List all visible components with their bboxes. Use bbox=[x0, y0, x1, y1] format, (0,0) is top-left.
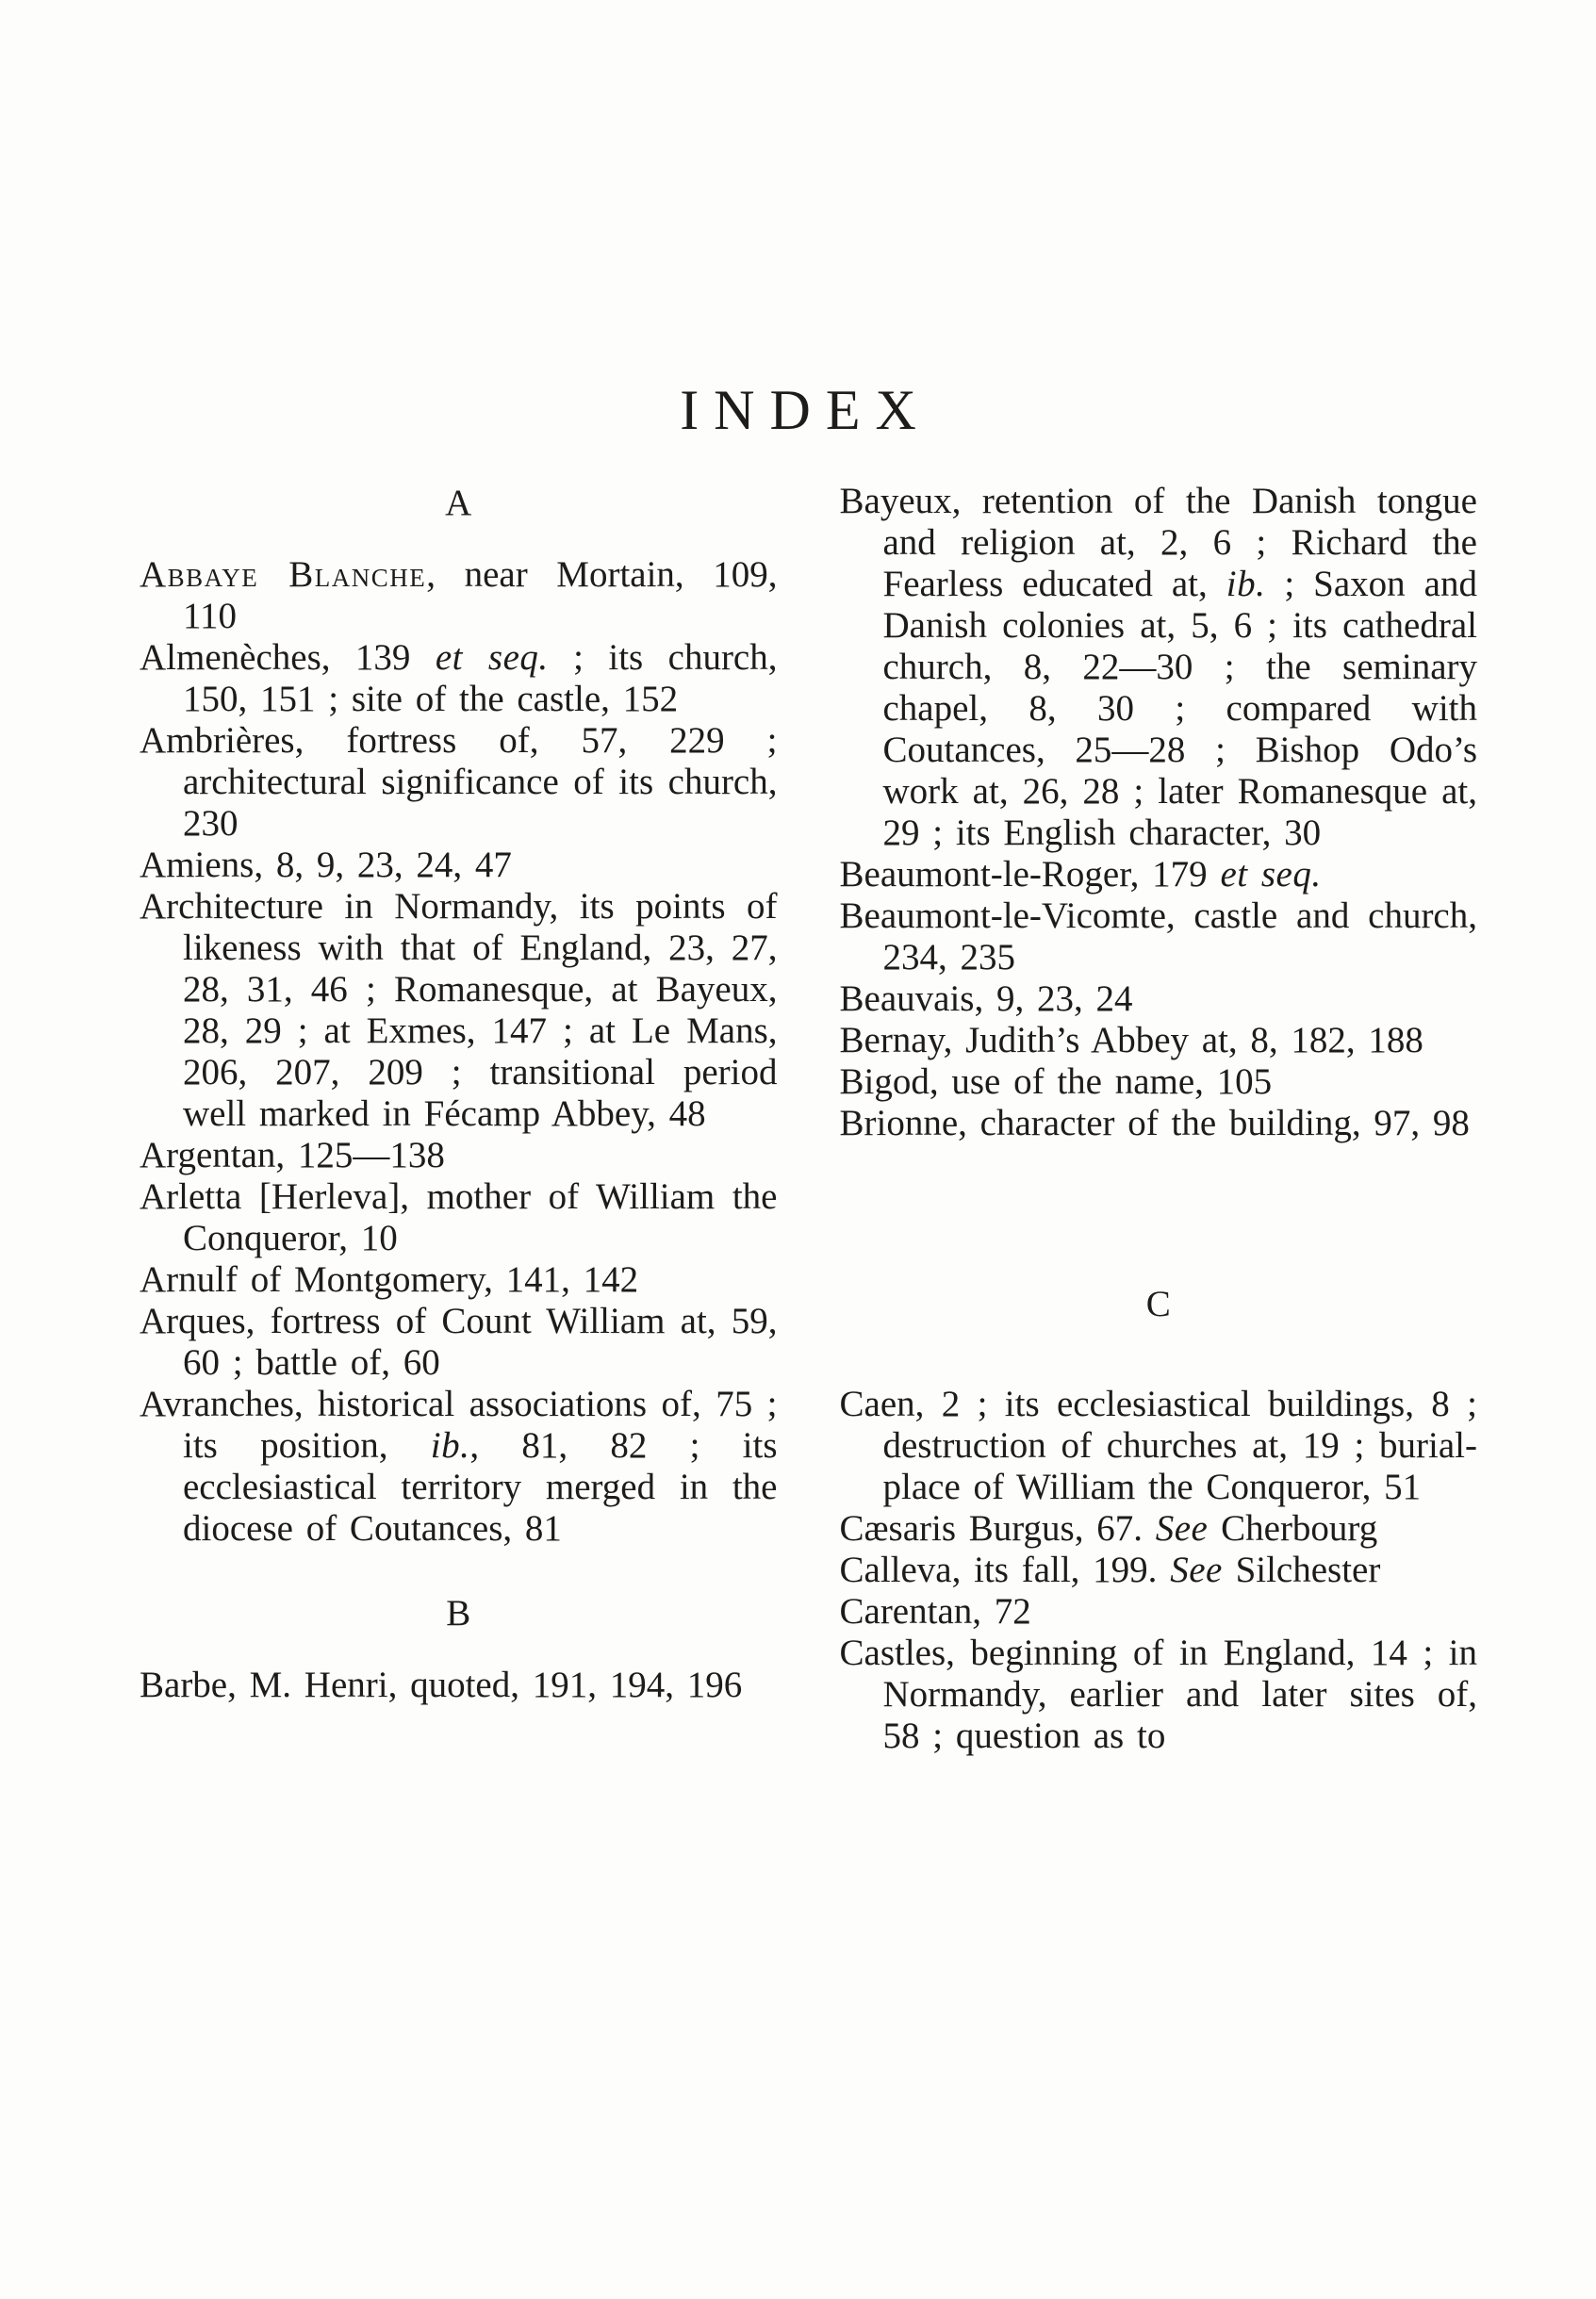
index-entry: Arques, fortress of Count William at, 59, 60 ; battle of, 60 bbox=[140, 1301, 778, 1383]
index-entry: Arletta [Herleva], mother of William the Conqueror, 10 bbox=[140, 1176, 778, 1258]
index-entry: Beaumont-le-Roger, 179 et seq. bbox=[839, 854, 1322, 895]
index-entry: Amiens, 8, 9, 23, 24, 47 bbox=[140, 845, 512, 885]
index-entry: Caen, 2 ; its ecclesiastical buildings, 8 ; destruction of churches at, 19 ; burial-place of William the Conqueror, 51 bbox=[839, 1384, 1477, 1507]
index-entry: Arnulf of Montgomery, 141, 142 bbox=[140, 1259, 639, 1300]
index-entry: Barbe, M. Henri, quoted, 191, 194, 196 bbox=[140, 1665, 743, 1705]
index-columns bbox=[0, 443, 1596, 1757]
index-section bbox=[840, 1284, 1478, 1757]
left-column bbox=[140, 481, 778, 1757]
section-heading: A bbox=[445, 483, 472, 523]
index-entry: Castles, beginning of in England, 14 ; in Normandy, earlier and later sites of, 58 ; question as to bbox=[839, 1633, 1477, 1756]
index-entry: Brionne, character of the building, 97, 98 bbox=[839, 1103, 1470, 1143]
index-entry: Argentan, 125—138 bbox=[140, 1135, 445, 1175]
index-entry: Abbaye Blanche, near Mortain, 109, 110 bbox=[140, 554, 778, 636]
index-entry: Avranches, historical associations of, 75 ; its position, ib., 81, 82 ; its ecclesiastical territory merged in the diocese of Coutances, 81 bbox=[140, 1384, 778, 1549]
index-entry: Bayeux, retention of the Danish tongue and religion at, 2, 6 ; Richard the Fearless educated at, ib. ; Saxon and Danish colonies at, 5, 6 ; its cathedral church, 8, 22—30 ; the seminary chapel, 8, 30 ; compared with Coutances, 25—28 ; Bishop Odo’s work at, 26, 28 ; later Romanesque at, 29 ; its English character, 30 bbox=[839, 481, 1477, 853]
index-entry: Carentan, 72 bbox=[839, 1591, 1031, 1632]
index-entry: Bernay, Judith’s Abbey at, 8, 182, 188 bbox=[839, 1020, 1423, 1060]
index-section bbox=[840, 481, 1478, 1144]
index-entry: Cæsaris Burgus, 67. See Cherbourg bbox=[839, 1508, 1378, 1549]
page-title: INDEX bbox=[680, 379, 931, 441]
index-section bbox=[140, 1593, 778, 1706]
index-entry: Calleva, its fall, 199. See Silchester bbox=[839, 1550, 1381, 1590]
index-entry: Beaumont-le-Vicomte, castle and church, 234, 235 bbox=[839, 895, 1477, 977]
index-section bbox=[140, 483, 778, 1550]
index-entry: Beauvais, 9, 23, 24 bbox=[839, 978, 1133, 1019]
section-heading: C bbox=[1145, 1284, 1171, 1324]
section-heading: B bbox=[446, 1593, 471, 1634]
index-entry: Architecture in Normandy, its points of likeness with that of England, 23, 27, 28, 31, 46 ; Romanesque, at Bayeux, 28, 29 ; at Exmes, 147 ; at Le Mans, 206, 207, 209 ; transitional period well marked in Fécamp Abbey, 48 bbox=[140, 886, 778, 1134]
right-column bbox=[840, 481, 1478, 1757]
index-entry: Almenèches, 139 et seq. ; its church, 150, 151 ; site of the castle, 152 bbox=[140, 637, 778, 719]
index-entry: Ambrières, fortress of, 57, 229 ; architectural significance of its church, 230 bbox=[140, 720, 778, 844]
index-entry: Bigod, use of the name, 105 bbox=[839, 1061, 1273, 1102]
